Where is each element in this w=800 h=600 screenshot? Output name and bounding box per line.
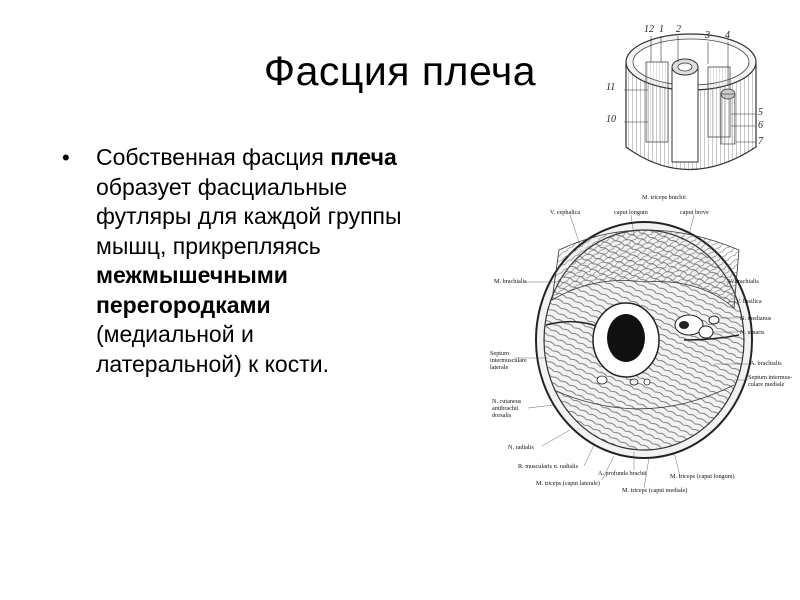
label-triceps-caput-mediale: M. triceps (caput mediale)	[622, 487, 688, 494]
label-v-cephalica: V. cephalica	[550, 209, 581, 216]
figure-number-2: 2	[676, 24, 681, 35]
figure-number-5: 5	[758, 107, 763, 118]
bullet-text-part-1: Собственная фасция	[96, 144, 331, 170]
figure-number-12: 12	[644, 24, 654, 35]
label-triceps-caput-longum: M. triceps (caput longum)	[670, 473, 735, 480]
bullet-point	[62, 143, 402, 379]
label-r-muscularis: R. muscularis n. radialis	[518, 463, 578, 470]
label-caput-breve: caput breve	[680, 209, 709, 216]
figure-number-1: 1	[659, 24, 664, 35]
figure-number-7: 7	[758, 136, 763, 147]
bullet-text-part-3: (медиальной и латеральной) к кости.	[96, 321, 329, 377]
bullet-text-part-2: образует фасциальные футляры для каждой группы мышц, прикрепляясь	[96, 173, 402, 259]
label-triceps-brachii: M. triceps brachii	[642, 194, 686, 201]
figure-number-11: 11	[606, 82, 616, 93]
label-triceps-caput-laterale: M. triceps (caput laterale)	[536, 480, 600, 487]
label-a-profunda: A. profunda brachii	[598, 470, 647, 477]
bullet-marker: •	[62, 145, 70, 170]
figure-number-3: 3	[705, 30, 710, 41]
label-a-brachialis: A. brachialis	[750, 360, 782, 367]
bullet-text	[96, 143, 402, 379]
label-septum-mediale: Septum intermus- culare mediale	[748, 374, 793, 388]
label-v-brachialis: V. brachialis	[728, 278, 759, 285]
label-m-brachialis: M. brachialis	[494, 278, 527, 285]
fascia-cylinder-drawing	[596, 22, 782, 182]
label-v-basilica: V. basilica	[736, 298, 762, 305]
bullet-bold-1: плеча	[330, 144, 397, 170]
figure-number-10: 10	[606, 114, 616, 125]
slide-title: Фасция плеча	[263, 48, 537, 94]
label-septum-laterale: Septum intermusculare laterale	[490, 350, 527, 371]
arm-cross-section-figure	[484, 190, 800, 495]
figure-number-6: 6	[758, 120, 763, 131]
bullet-bold-2: межмышечными перегородками	[96, 262, 288, 318]
label-n-cutaneus: N. cutaneus antibrachii dorsalis	[492, 398, 522, 419]
figure-number-4: 4	[725, 30, 730, 41]
label-caput-longum: caput longum	[614, 209, 648, 216]
label-n-medianus: N. medianus	[740, 315, 772, 322]
label-n-ulnaris: N. ulnaris	[740, 329, 765, 336]
fascia-cylinder-figure	[596, 22, 782, 182]
label-n-radialis: N. radialis	[508, 444, 534, 451]
